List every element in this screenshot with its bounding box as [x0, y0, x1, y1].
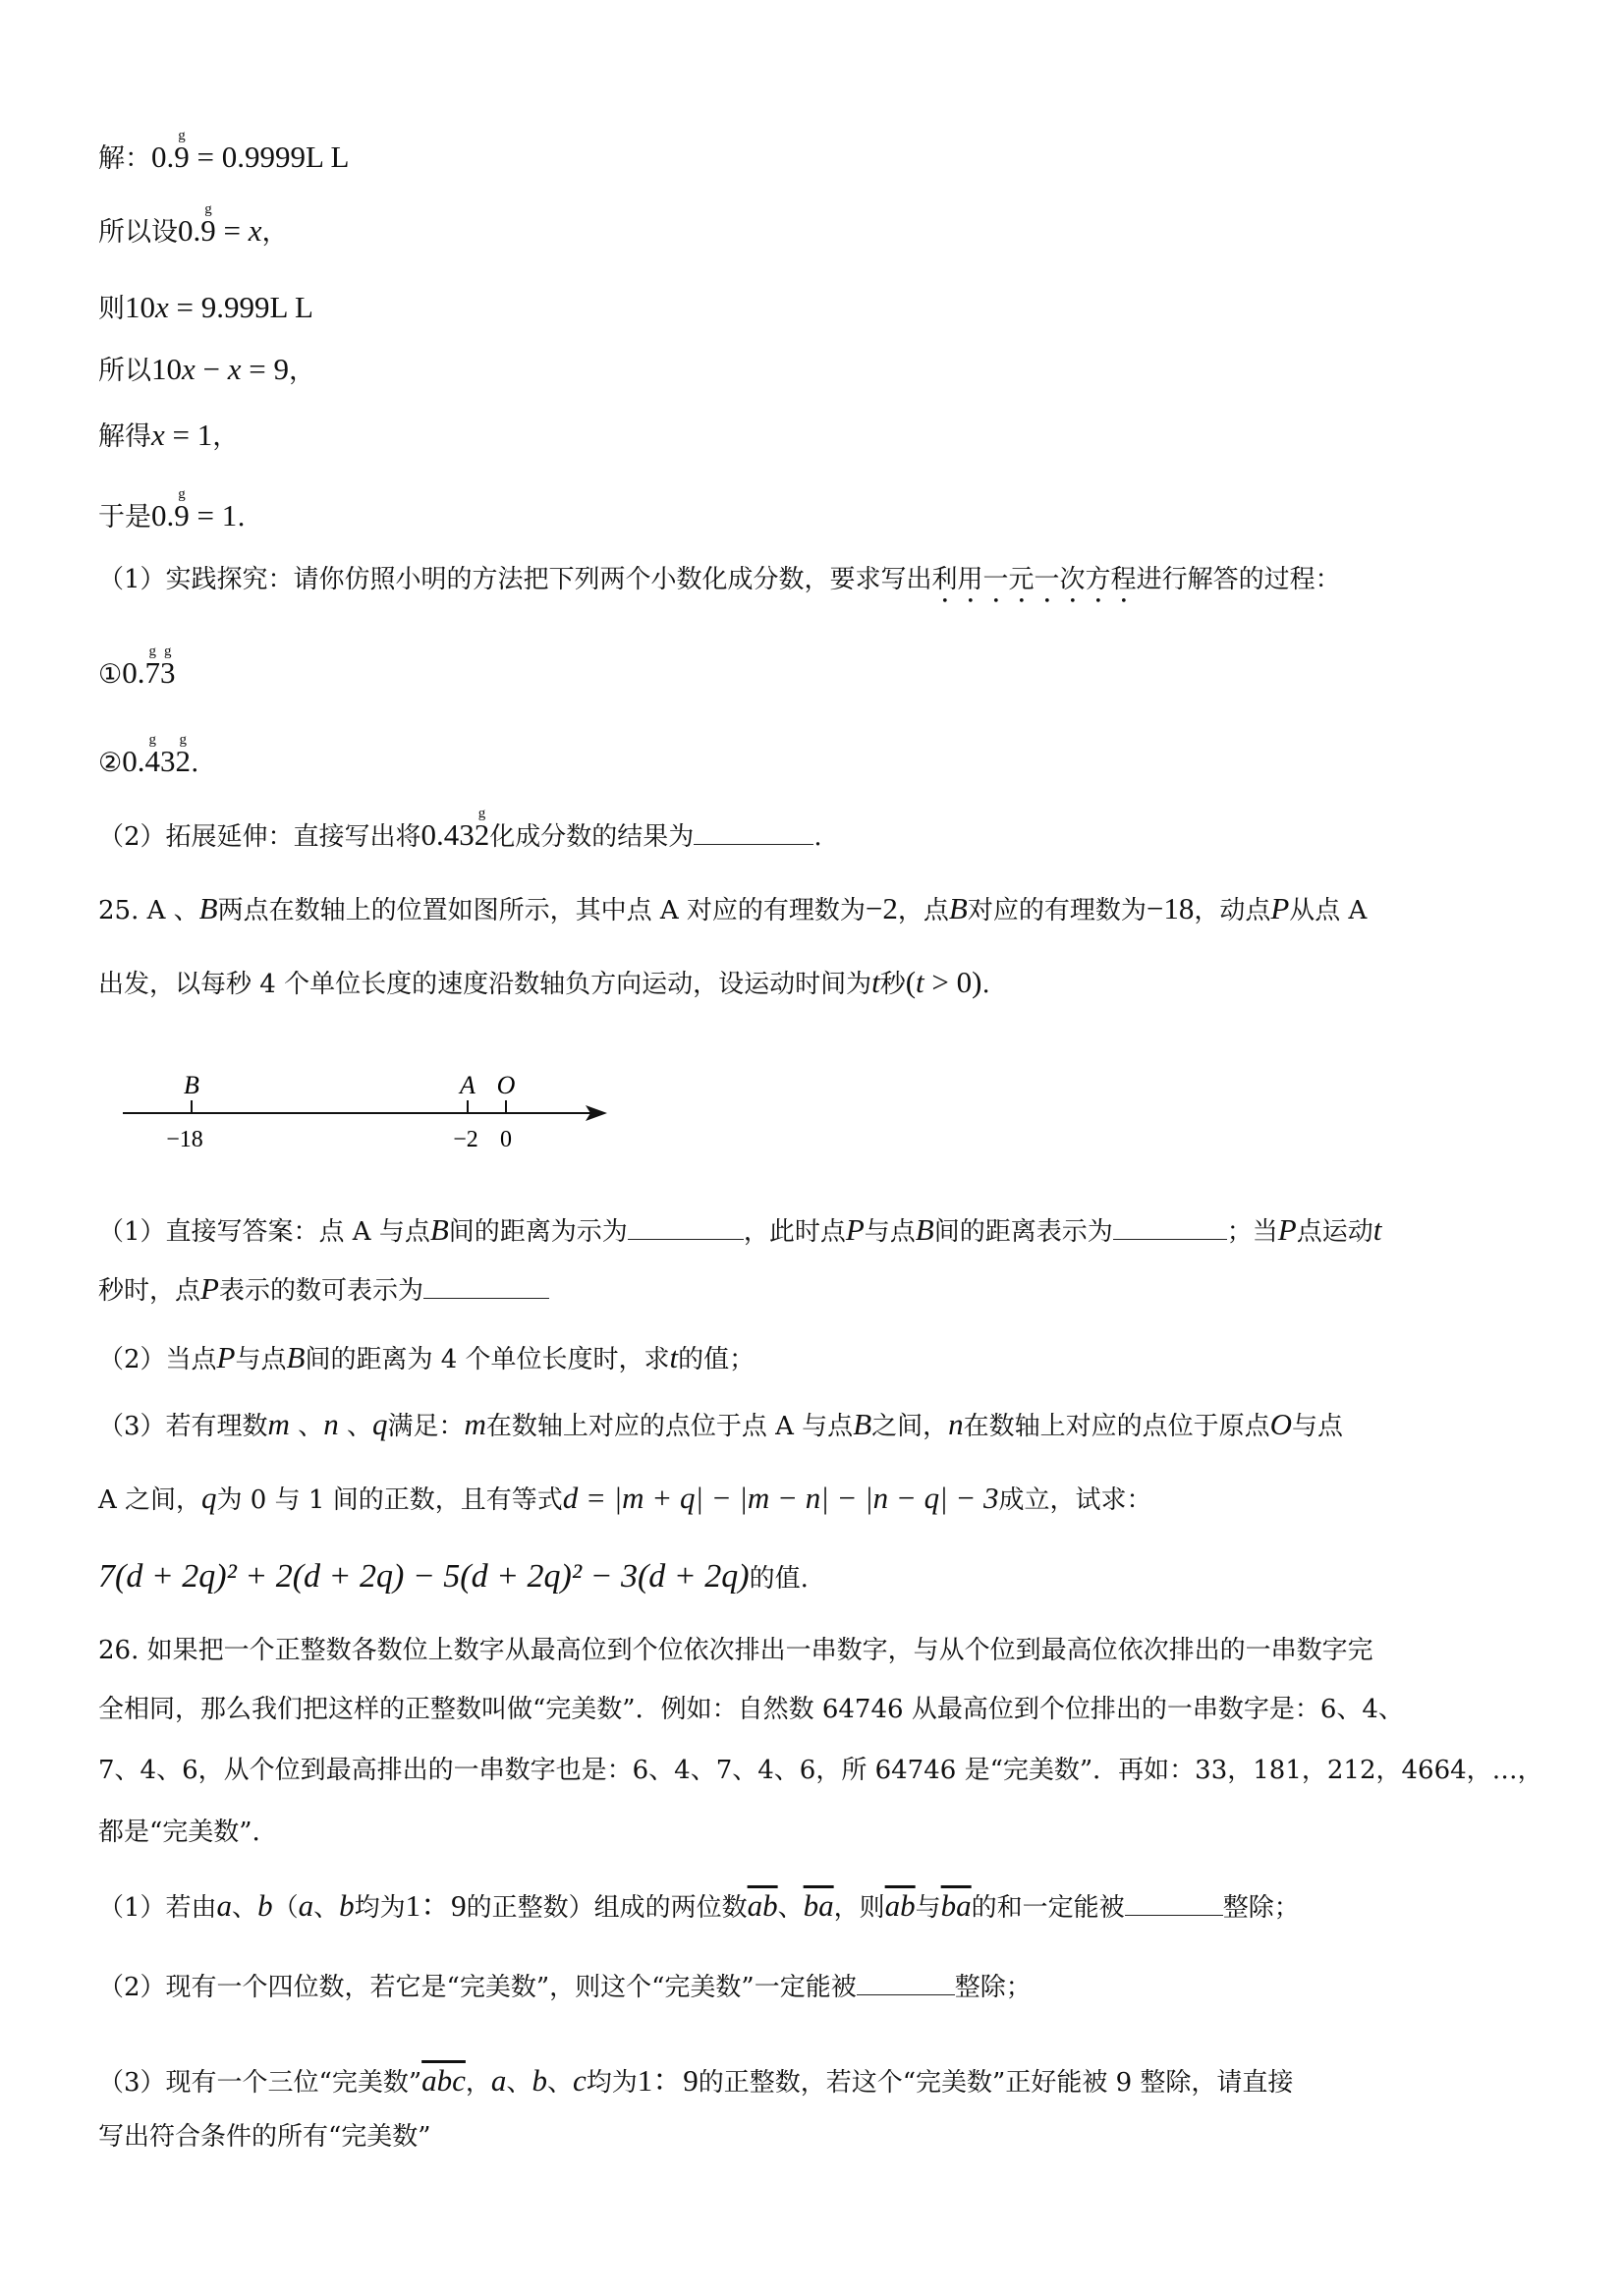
- label-point-o: O: [496, 1071, 516, 1099]
- solution-line-3: 则10x = 9.999L L: [98, 290, 313, 324]
- q26-part2: （2）现有一个四位数，若它是“完美数”，则这个“完美数”一定能被 整除；: [98, 1968, 1032, 2007]
- q26-line-1: 26. 如果把一个正整数各数位上数字从最高位到个位依次排出一串数字，与从个位到最高位依次排出的一串数字完: [98, 1636, 1373, 1665]
- q25-line-2: 出发，以每秒 4 个单位长度的速度沿数轴负方向运动，设运动时间为t秒(t > 0).: [98, 965, 990, 999]
- q24-item-2: ②0.4 g 32 g .: [98, 732, 199, 778]
- q26-part1: （1）若由a、b（a、b均为1：9的正整数）组成的两位数$\overline{ab}$、$\overline{ba}$，则$\overline{ab}$与$\overline{ba}$的和一定能被 整除；: [98, 1888, 1300, 1923]
- value-o: 0: [500, 1127, 512, 1152]
- q25-part1-line-2: 秒时，点P表示的数可表示为: [98, 1269, 549, 1311]
- value-b: −18: [166, 1127, 203, 1152]
- solution-line-5: 解得x = 1，: [98, 418, 240, 452]
- value-a: −2: [453, 1127, 478, 1152]
- equation-d: d = |m + q| − |m − n| − |n − q| − 3: [562, 1481, 999, 1515]
- answer-blank[interactable]: [423, 1272, 549, 1299]
- q26-line-3: 7、4、6，从个位到最高排出的一串数字也是：6、4、7、4、6，所 64746 是“完美数”．再如：33，181，212，4664，…，: [98, 1756, 1543, 1785]
- answer-blank[interactable]: [1125, 1889, 1223, 1916]
- axis-arrow-icon: [586, 1105, 607, 1121]
- q26-line-4: 都是“完美数”．: [98, 1818, 278, 1847]
- solution-line-2: 所以设0.9 g = x，: [98, 201, 289, 248]
- solution-line-4: 所以10x − x = 9，: [98, 352, 315, 386]
- q25-line-1: 25. A 、B两点在数轴上的位置如图所示，其中点 A 对应的有理数为−2，点B对应的有理数为−18，动点P从点 A: [98, 891, 1368, 925]
- q26-part3-line-2: 写出符合条件的所有“完美数”: [98, 2122, 431, 2152]
- q24-part1: （1）实践探究：请你仿照小明的方法把下列两个小数化成分数，要求写出利用一元一次方程进行解答的过程：: [98, 565, 1341, 594]
- answer-blank[interactable]: [1113, 1213, 1227, 1240]
- q26-part3-line-1: （3）现有一个三位“完美数$”\overline{abc}$，a、b、c均为1：9的正整数，若这个“完美数”正好能被 9 整除，请直接: [98, 2063, 1294, 2098]
- answer-blank[interactable]: [694, 818, 813, 845]
- q25-part3-line-3: 7(d + 2q)² + 2(d + 2q) − 5(d + 2q)² − 3(d + 2q)的值.: [98, 1558, 809, 1595]
- solution-line-1: [98, 128, 350, 179]
- q24-item-1: ①0.7 g 3 g: [98, 644, 176, 690]
- label-point-b: B: [184, 1071, 199, 1099]
- answer-blank[interactable]: [857, 1969, 955, 1995]
- label-point-a: A: [460, 1071, 476, 1099]
- answer-blank[interactable]: [628, 1213, 744, 1240]
- repeating-decimal: 0.9 g = 0.9999L L: [151, 128, 350, 174]
- solution-label: 解：: [98, 143, 151, 174]
- q24-part2: （2）拓展延伸：直接写出将0.432 g 化成分数的结果为 .: [98, 806, 822, 852]
- q25-part1-line-1: （1）直接写答案：点 A 与点B间的距离为示为 ，此时点P与点B间的距离表示为 ；当P点运动t: [98, 1212, 1382, 1247]
- q25-part3-line-1: （3）若有理数m 、n 、q满足：m在数轴上对应的点位于点 A 与点B之间，n在数轴上对应的点位于原点O与点: [98, 1407, 1344, 1441]
- solution-line-6: 于是0.9 g = 1.: [98, 486, 246, 532]
- expression: 7(d + 2q)² + 2(d + 2q) − 5(d + 2q)² − 3(d + 2q): [98, 1558, 750, 1595]
- q25-part2: （2）当点P与点B间的距离为 4 个单位长度时，求t的值；: [98, 1340, 756, 1374]
- q25-part3-line-2: A 之间，q为 0 与 1 间的正数，且有等式d = |m + q| − |m − n| − |n − q| − 3成立，试求：: [98, 1481, 1152, 1515]
- q26-line-2: 全相同，那么我们把这样的正整数叫做“完美数”．例如：自然数 64746 从最高位到个位排出的一串数字是：6、4、: [98, 1695, 1404, 1724]
